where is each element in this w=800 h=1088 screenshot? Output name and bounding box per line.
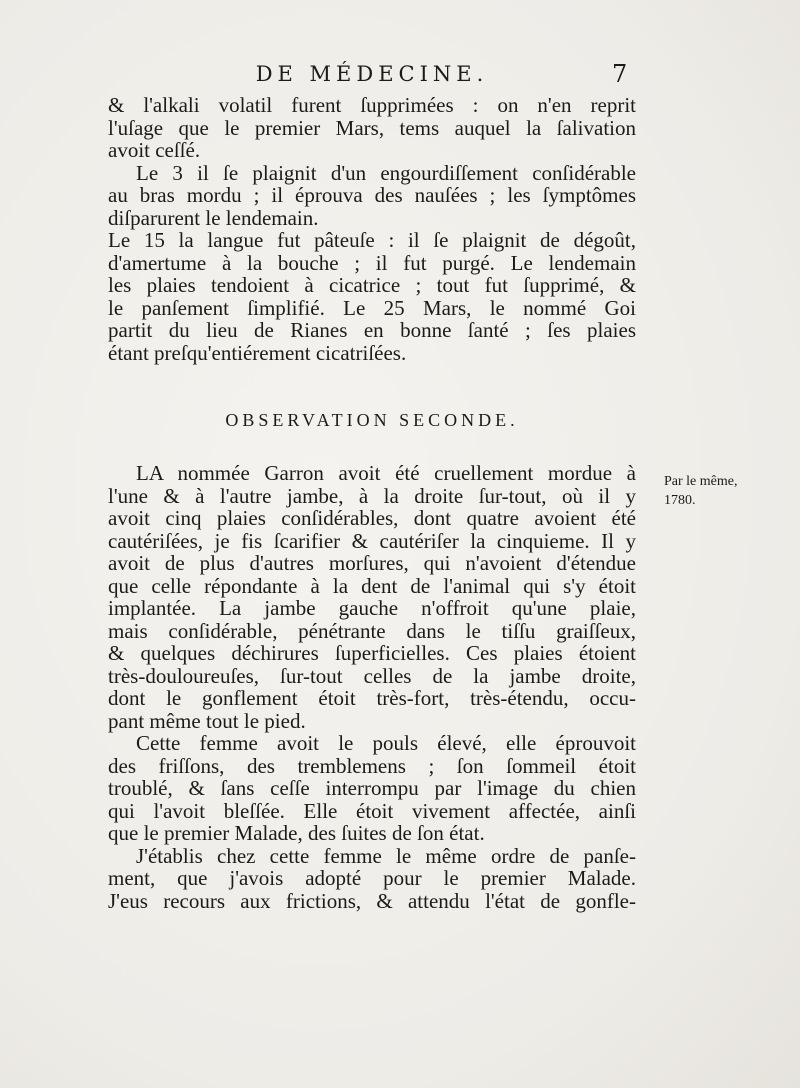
text-line: partit du lieu de Rianes en bonne ſanté ; ſes plaies [108,318,636,342]
paragraph [108,94,636,162]
margin-note-author: Par le même, [664,474,738,489]
section-heading: OBSERVATION SECONDE. [225,410,519,430]
text-line: dont le gonflement étoit très-fort, très-étendu, occu- [108,686,636,710]
margin-note [664,472,794,510]
text-line: au bras mordu ; il éprouva des nauſées ; les ſymptômes [108,183,636,207]
text-block-top [108,94,636,364]
text-line: d'amertume à la bouche ; il fut purgé. Le lendemain [108,250,636,275]
text-line: avoit ceſſé. [108,138,201,162]
paragraph [108,845,636,913]
text-line: le panſement ſimplifié. Le 25 Mars, le nommé Goi [108,295,636,320]
paragraph [108,462,636,732]
text-line: avoit cinq plaies conſidérables, dont quatre avoient été [108,506,636,530]
running-title: DE MÉDECINE. [255,62,489,86]
page-number: 7 [612,60,628,88]
text-line: J'établis chez cette femme le même ordre de panſe- [136,843,636,868]
text-line: l'uſage que le premier Mars, tems auquel la ſalivation [108,115,636,140]
text-line: étant preſqu'entiérement cicatriſées. [108,340,407,365]
text-line: les plaies tendoient à cicatrice ; tout fut ſupprimé, & [108,273,636,297]
text-line: J'eus recours aux frictions, & attendu l'état de gonfle- [108,888,636,913]
text-line: que le premier Malade, des ſuites de ſon état. [108,821,485,845]
text-line: pant même tout le pied. [108,708,306,733]
text-line: mais conſidérable, pénétrante dans le tiſſu graiſſeux, [108,618,636,643]
paragraph [108,732,636,845]
text-line: Le 15 la langue fut pâteuſe : il ſe plaignit de dégoût, [108,228,636,252]
text-line: qui l'avoit bleſſée. Elle étoit vivement affectée, ainſi [108,798,636,823]
text-line: Cette femme avoit le pouls élevé, elle éprouvoit [136,731,636,755]
text-line: diſparurent le lendemain. [108,205,319,230]
text-line: des friſſons, des tremblemens ; ſon ſommeil étoit [108,753,636,778]
text-line: ment, que j'avois adopté pour le premier Malade. [108,866,636,890]
paragraph [108,229,636,364]
text-line: l'une & à l'autre jambe, à la droite ſur-tout, où il y [108,483,636,508]
margin-note-year: 1780. [664,493,696,508]
text-block-bottom [108,462,636,912]
text-line: LA nommée Garron avoit été cruellement mordue à [136,461,636,485]
text-line: cautériſées, je fis ſcarifier & cautériſer la cinquieme. Il y [108,528,636,553]
paragraph [108,162,636,230]
text-line: Le 3 il ſe plaignit d'un engourdiſſement conſidérable [136,160,636,185]
text-line: que celle répondante à la dent de l'animal qui s'y étoit [108,573,636,598]
text-line: très-douloureuſes, ſur-tout celles de la jambe droite, [108,663,636,688]
text-line: troublé, & ſans ceſſe interrompu par l'image du chien [108,776,636,800]
text-line: avoit de plus d'autres morſures, qui n'avoient d'étendue [108,551,636,575]
text-line: implantée. La jambe gauche n'offroit qu'une plaie, [108,596,636,620]
text-line: & l'alkali volatil furent ſupprimées : on n'en reprit [108,93,636,117]
text-line: & quelques déchirures ſuperficielles. Ces plaies étoient [108,641,636,665]
